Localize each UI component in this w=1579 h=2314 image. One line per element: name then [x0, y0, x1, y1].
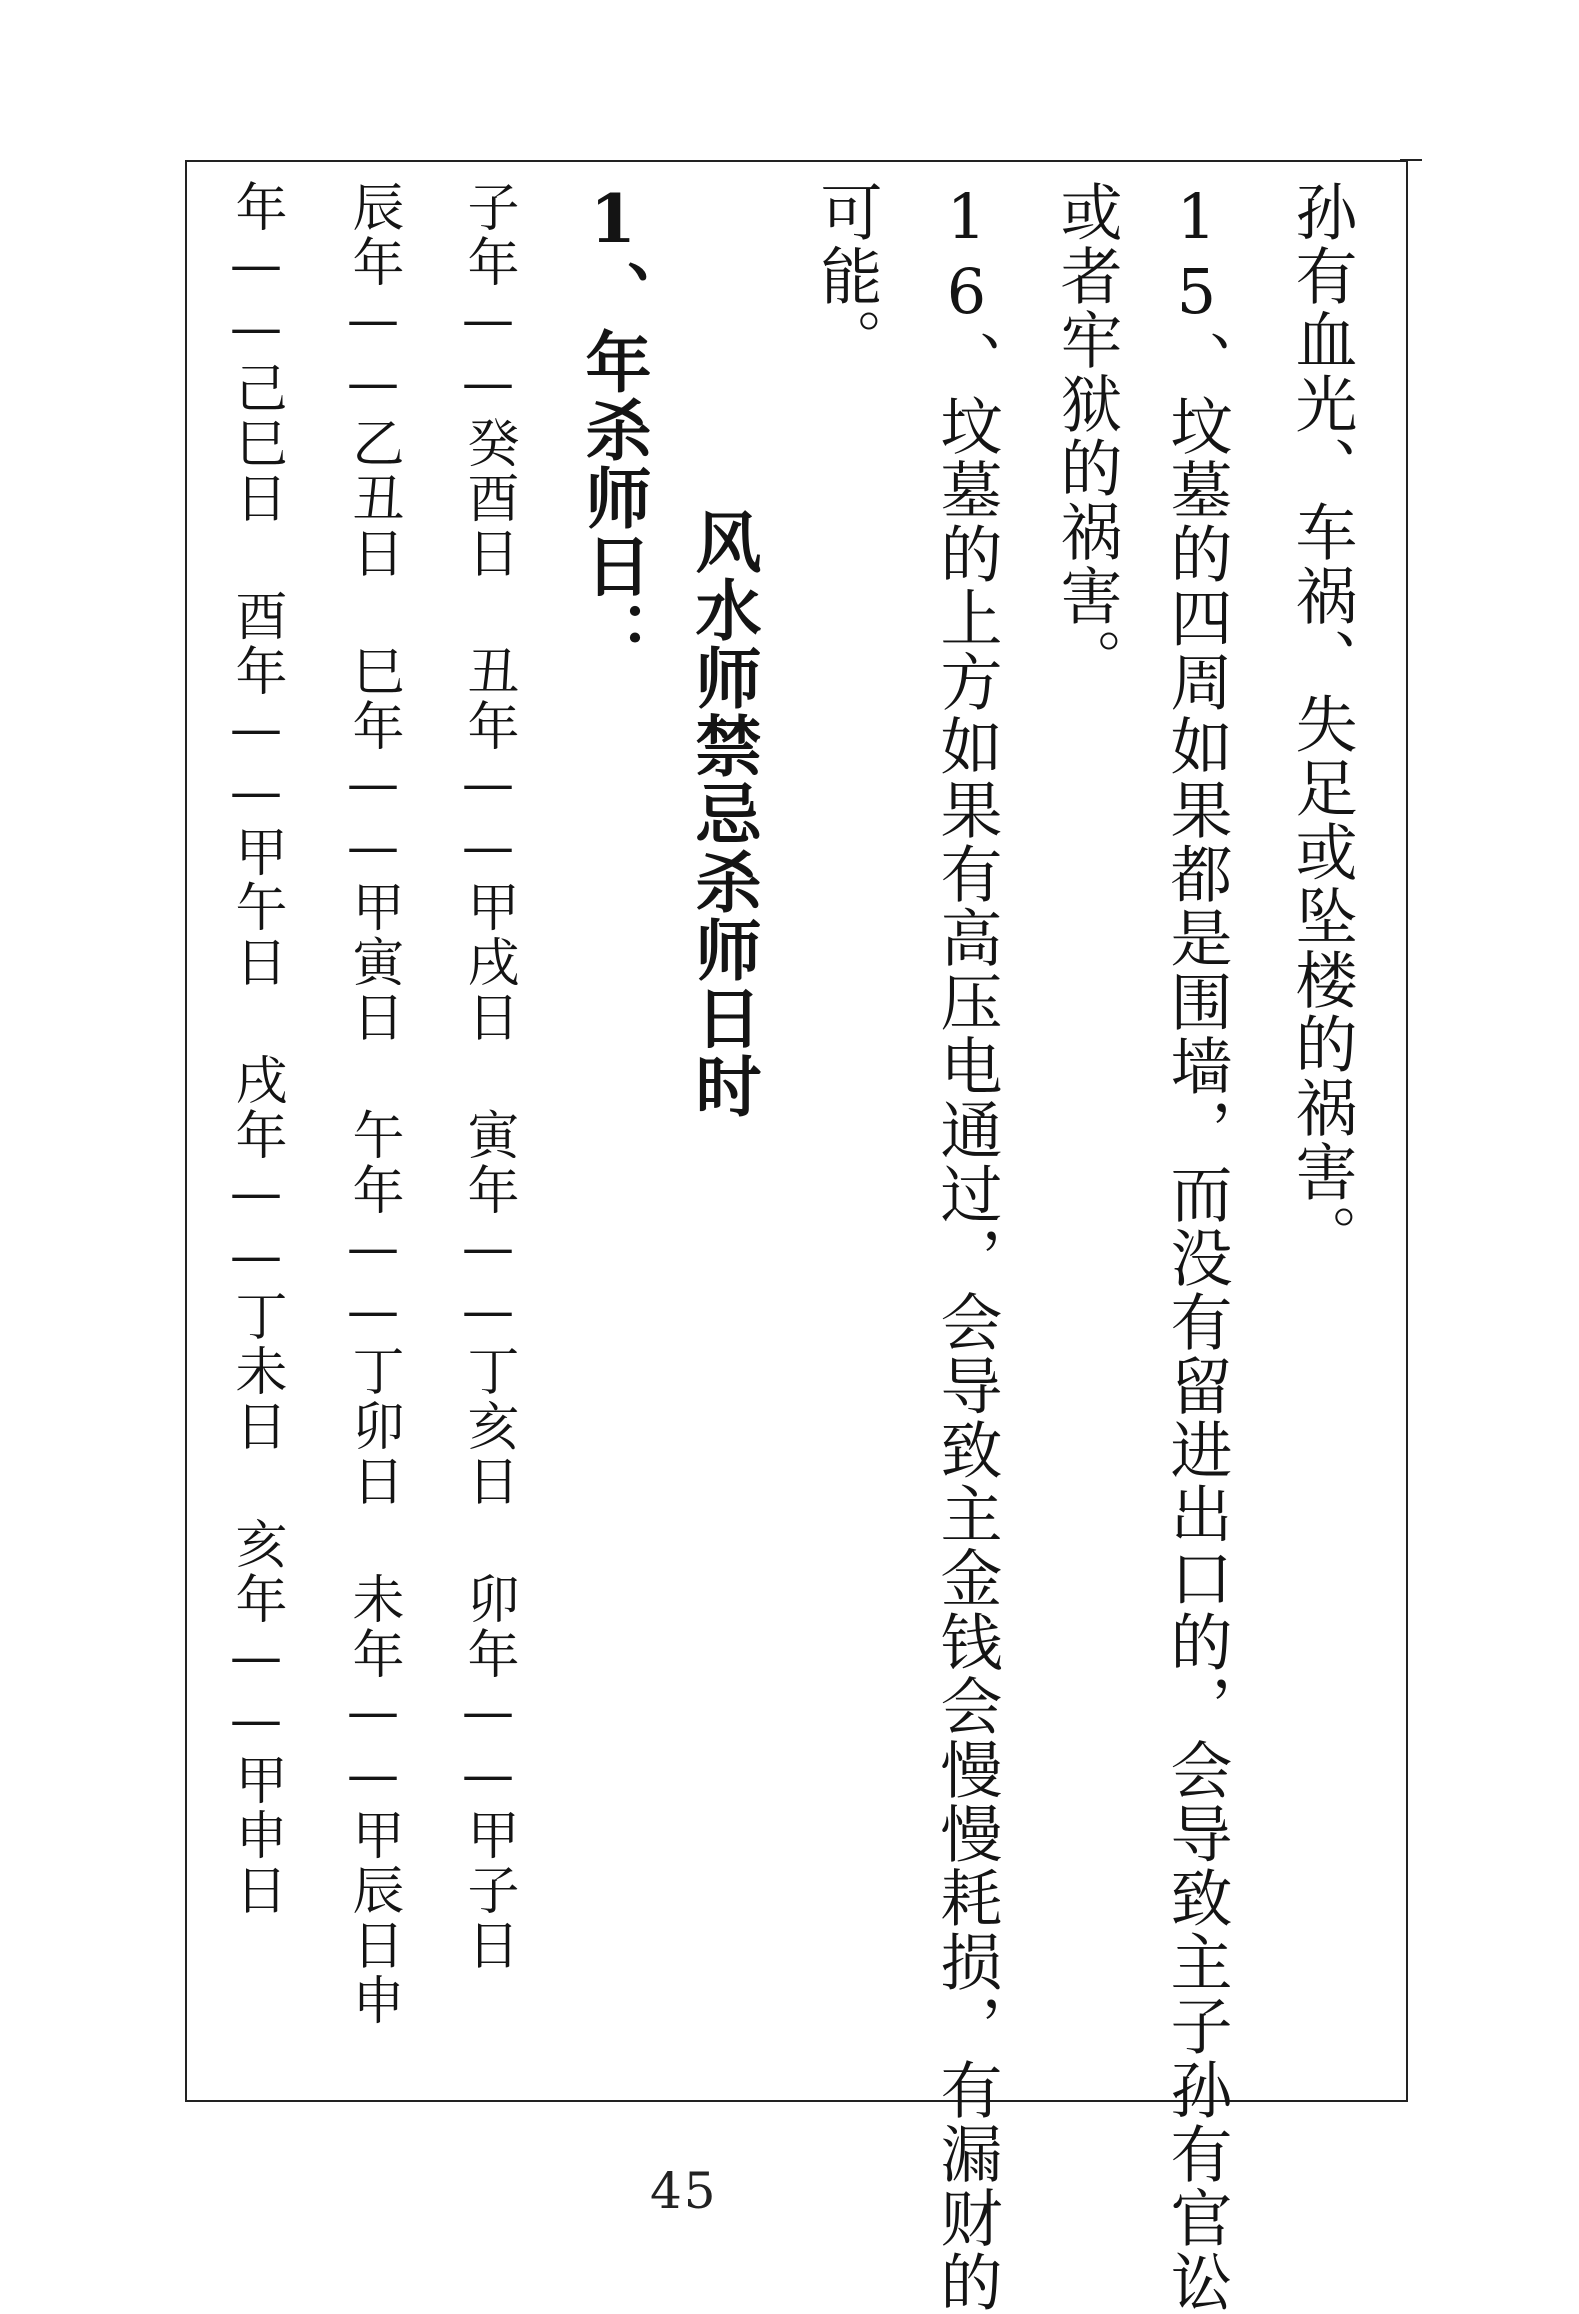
text-column-1: 孙有血光、车祸、失足或坠楼的祸害。 — [1285, 180, 1358, 1268]
text-column-item-16: 16、坟墓的上方如果有高压电通过，会导致主金钱会慢慢耗损，有漏财的 — [930, 180, 1003, 2314]
section-heading: 风水师禁忌杀师日时 — [684, 508, 762, 1120]
subheading-year-kill-days: 1、年杀师日： — [574, 180, 652, 668]
page-number: 45 — [650, 2162, 718, 2220]
border-extension — [1400, 159, 1422, 161]
table-column-3: 年——己巳日 酉年——甲午日 戌年——丁未日 亥年——甲申日 — [226, 180, 286, 1918]
table-column-1: 子年——癸酉日 丑年——甲戌日 寅年——丁亥日 卯年——甲子日 — [458, 180, 518, 1973]
table-column-2: 辰年——乙丑日 巳年——甲寅日 午年——丁卯日 未年——甲辰日申 — [343, 180, 403, 2028]
text-column-item-15: 15、坟墓的四周如果都是围墙，而没有留进出口的，会导致主子孙有官讼 — [1160, 180, 1233, 2314]
text-column-5: 可能。 — [810, 180, 883, 372]
text-column-3: 或者牢狱的祸害。 — [1050, 180, 1123, 692]
